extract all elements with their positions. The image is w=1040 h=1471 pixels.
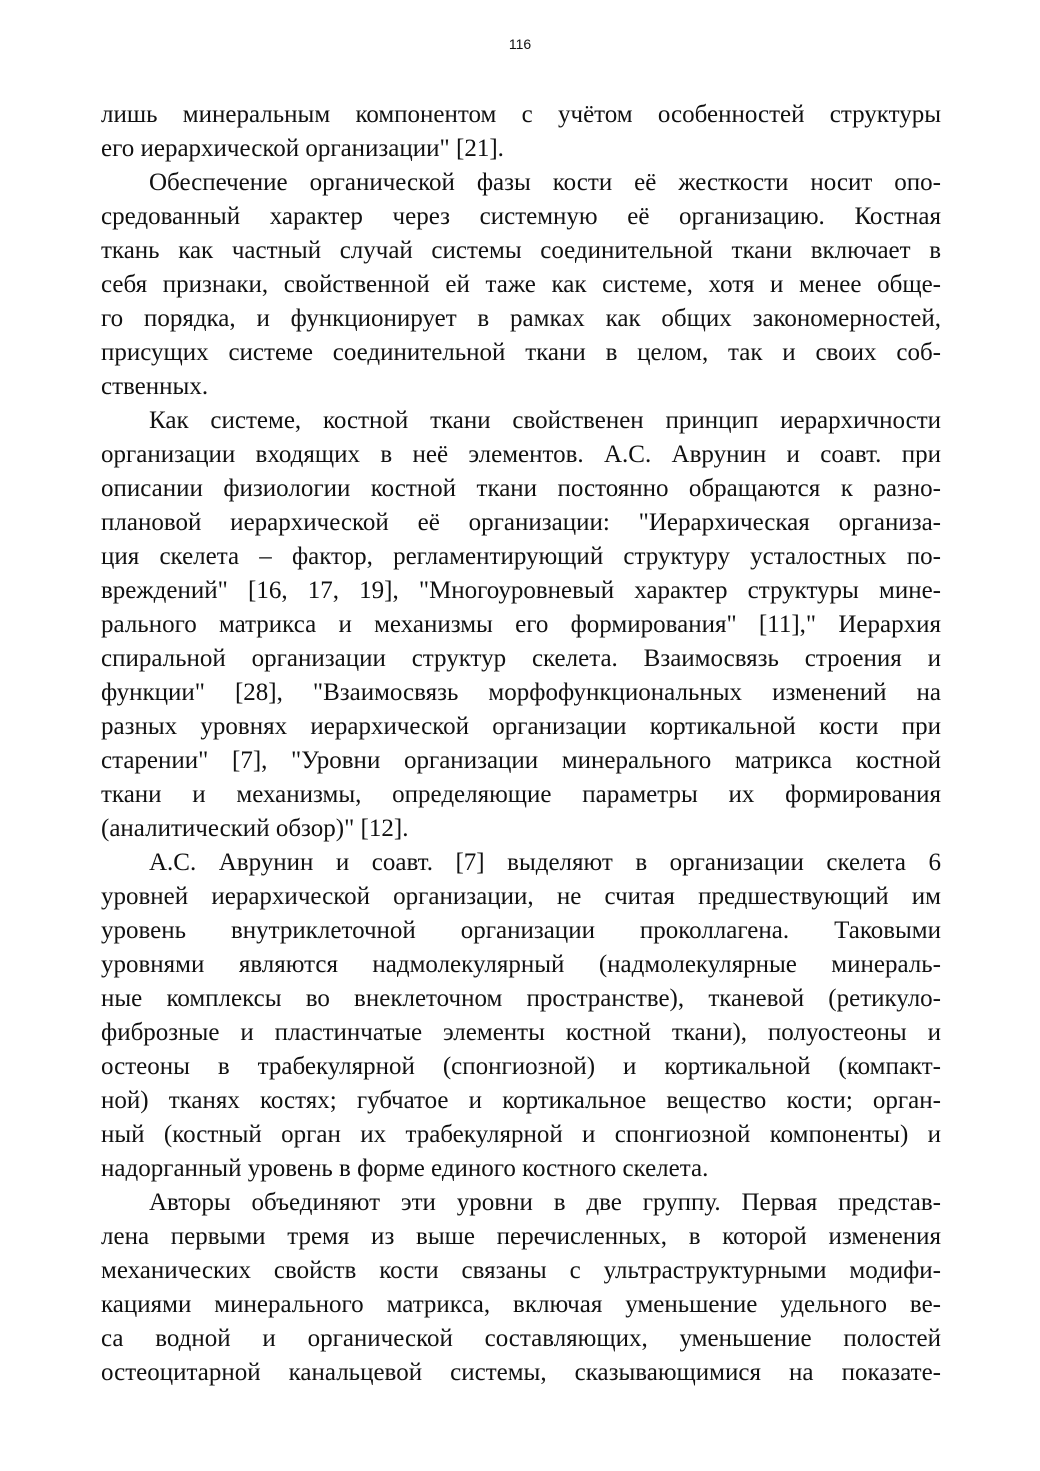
text-line: плановой иерархической её организации: "Иерархическая организа- — [101, 509, 941, 536]
text-line: фиброзные и пластинчатые элементы костной ткани), полуостеоны и — [101, 1019, 941, 1046]
text-line: Как системе, костной ткани свойственен принцип иерархичности — [149, 407, 941, 434]
text-line: (аналитический обзор)" [12]. — [101, 815, 409, 842]
text-line: остеоны в трабекулярной (спонгиозной) и кортикальной (компакт- — [101, 1053, 941, 1080]
paragraph-2 — [101, 166, 941, 404]
text-line: старении" [7], "Уровни организации минерального матрикса костной — [101, 747, 941, 774]
text-line: ственных. — [101, 373, 209, 400]
text-line: ткани и механизмы, определяющие параметры их формирования — [101, 781, 941, 808]
text-line: разных уровнях иерархической организации кортикальной кости при — [101, 713, 941, 740]
paragraph-5 — [101, 1186, 941, 1390]
paragraph-3 — [101, 404, 941, 846]
paragraph-4 — [101, 846, 941, 1186]
text-line: А.С. Аврунин и соавт. [7] выделяют в организации скелета 6 — [149, 849, 941, 876]
text-line: вреждений" [16, 17, 19], "Многоуровневый характер структуры мине- — [101, 577, 941, 604]
text-line: кациями минерального матрикса, включая уменьшение удельного ве- — [101, 1291, 941, 1318]
paragraph-1 — [101, 98, 941, 166]
text-line: механических свойств кости связаны с ультраструктурными модифи- — [101, 1257, 941, 1284]
text-line: себя признаки, свойственной ей таже как системе, хотя и менее обще- — [101, 271, 941, 298]
text-line: Обеспечение органической фазы кости её жесткости носит опо- — [149, 169, 941, 196]
text-line: ткань как частный случай системы соединительной ткани включает в — [101, 237, 941, 264]
text-line: Авторы объединяют эти уровни в две группу. Первая представ- — [149, 1189, 941, 1216]
text-line: организации входящих в неё элементов. А.С. Аврунин и соавт. при — [101, 441, 941, 468]
text-line: рального матрикса и механизмы его формирования" [11]," Иерархия — [101, 611, 941, 638]
text-line: уровень внутриклеточной организации проколлагена. Таковыми — [101, 917, 941, 944]
text-line: остеоцитарной канальцевой системы, сказывающимися на показате- — [101, 1359, 941, 1386]
page-number: 116 — [508, 36, 532, 52]
text-line: лишь минеральным компонентом с учётом особенностей структуры — [101, 101, 941, 128]
text-line: спиральной организации структур скелета. Взаимосвязь строения и — [101, 645, 941, 672]
text-line: ция скелета – фактор, регламентирующий структуру усталостных по- — [101, 543, 941, 570]
text-line: уровней иерархической организации, не считая предшествующий им — [101, 883, 941, 910]
text-line: ной) тканях костях; губчатое и кортикальное вещество кости; орган- — [101, 1087, 941, 1114]
text-line: ные комплексы во внеклеточном пространстве), тканевой (ретикуло- — [101, 985, 941, 1012]
text-line: его иерархической организации" [21]. — [101, 135, 504, 162]
text-line: функции" [28], "Взаимосвязь морфофункциональных изменений на — [101, 679, 941, 706]
text-line: уровнями являются надмолекулярный (надмолекулярные минераль- — [101, 951, 941, 978]
text-line: средованный характер через системную её организацию. Костная — [101, 203, 941, 230]
text-line: ный (костный орган их трабекулярной и спонгиозной компоненты) и — [101, 1121, 941, 1148]
text-line: го порядка, и функционирует в рамках как общих закономерностей, — [101, 305, 941, 332]
text-line: присущих системе соединительной ткани в целом, так и своих соб- — [101, 339, 941, 366]
body-text — [101, 98, 941, 1390]
text-line: са водной и органической составляющих, уменьшение полостей — [101, 1325, 941, 1352]
text-line: описании физиологии костной ткани постоянно обращаются к разно- — [101, 475, 941, 502]
text-line: надорганный уровень в форме единого костного скелета. — [101, 1155, 709, 1182]
text-line: лена первыми тремя из выше перечисленных, в которой изменения — [101, 1223, 941, 1250]
